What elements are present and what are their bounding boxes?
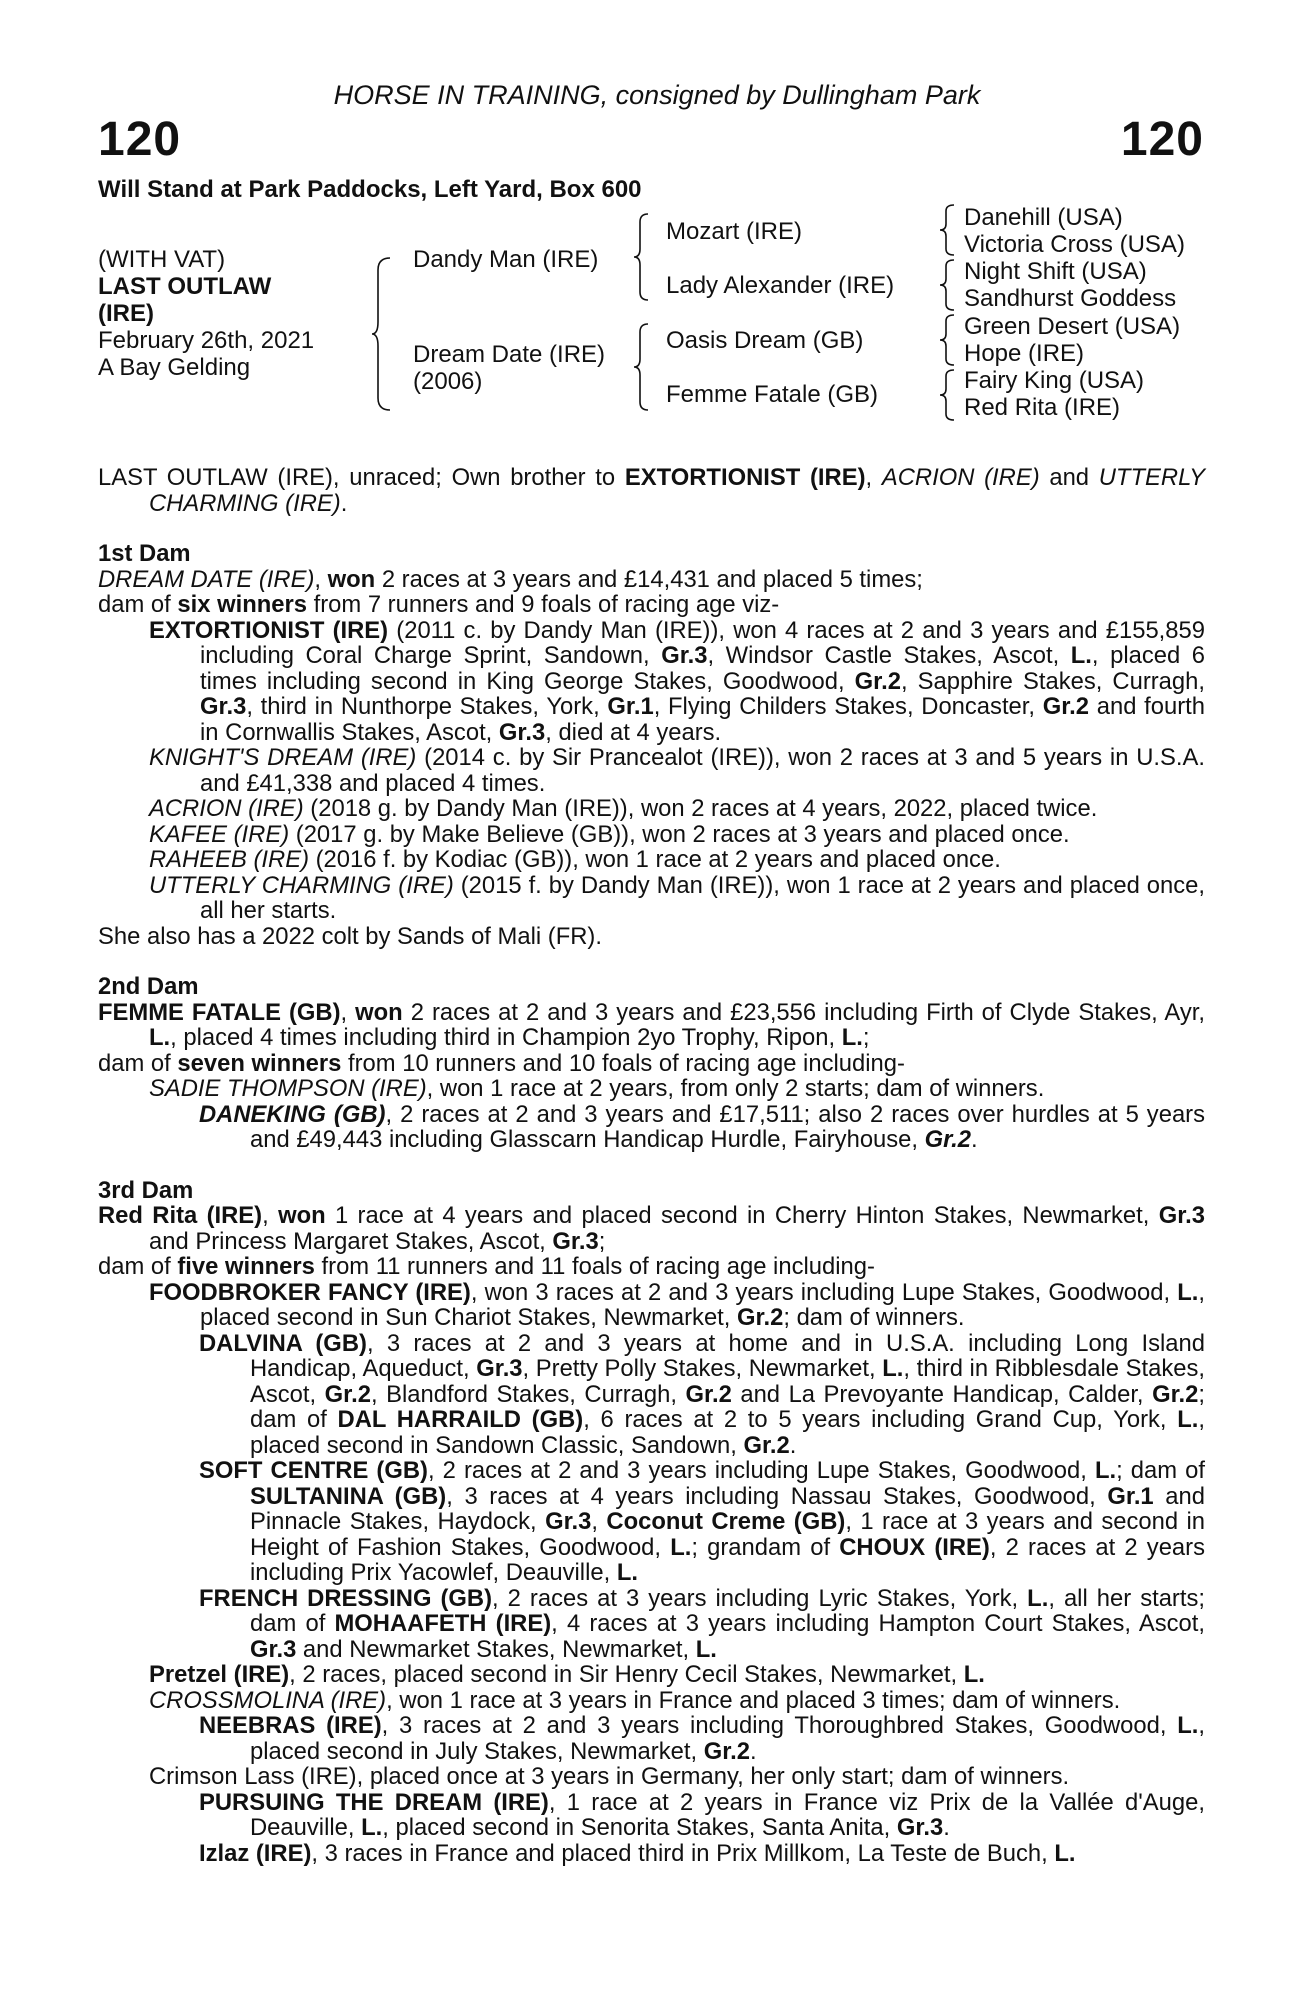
- ancestor-8: Red Rita (IRE): [964, 394, 1121, 421]
- pedigree-brace-6: [938, 313, 958, 367]
- intro-paragraph: LAST OUTLAW (IRE), unraced; Own brother to EXTORTIONIST (IRE), ACRION (IRE) and UTTERLY CHARMING (IRE).: [98, 464, 1205, 517]
- produce-raheeb: RAHEEB (IRE) (2016 f. by Kodiac (GB)), won 1 race at 2 years and placed once.: [149, 846, 1001, 873]
- consignor-header: HORSE IN TRAINING, consigned by Dullingham Park: [333, 80, 981, 110]
- horse-name: LAST OUTLAW: [98, 273, 272, 300]
- second-dam-record: FEMME FATALE (GB), won 2 races at 2 and 3 years and £23,556 including Firth of Clyde Stakes, Ayr, L., placed 4 times including third in Champion 2yo Trophy, Ripon, L.;: [98, 998, 1206, 1051]
- produce-crimson-lass: Crimson Lass (IRE), placed once at 3 years in Germany, her only start; dam of winners.: [149, 1763, 1070, 1790]
- lot-number-right: 120: [1120, 113, 1204, 166]
- pedigree-brace-1: [370, 256, 394, 412]
- produce-soft-centre: SOFT CENTRE (GB), 2 races at 2 and 3 years including Lupe Stakes, Goodwood, L.; dam of SULTANINA (GB), 3 races at 4 years including Nassau Stakes, Goodwood, Gr.1 and Pinnacle Stakes, Haydock, Gr.3, Coconut Creme (GB), 1 race at 3 years and second in Height of Fashion Stakes, Goodwood, L.; grandam of CHOUX (IRE), 2 races at 2 years including Prix Yacowlef, Deauville, L.: [199, 1457, 1205, 1586]
- produce-french-dressing: FRENCH DRESSING (GB), 2 races at 3 years including Lyric Stakes, York, L., all her starts; dam of MOHAAFETH (IRE), 4 races at 3 years including Hampton Court Stakes, Ascot, Gr.3 and Newmarket Stakes, Newmarket, L.: [199, 1584, 1205, 1663]
- dam-dam: Femme Fatale (GB): [666, 381, 879, 408]
- lot-number-left: 120: [98, 113, 182, 166]
- foaling-date: February 26th, 2021: [98, 327, 315, 354]
- ancestor-7: Fairy King (USA): [964, 367, 1145, 394]
- horse-description: A Bay Gelding: [98, 354, 251, 381]
- catalogue-text: [98, 465, 1205, 1866]
- second-dam-heading: 2nd Dam: [98, 973, 199, 1000]
- produce-pursuing-the-dream: PURSUING THE DREAM (IRE), 1 race at 2 years in France viz Prix de la Vallée d'Auge, Deauville, L., placed second in Senorita Stakes, Santa Anita, Gr.3.: [199, 1788, 1205, 1841]
- dam: Dream Date (IRE): [413, 341, 606, 368]
- dam-sire: Oasis Dream (GB): [666, 327, 864, 354]
- pedigree-brace-2: [632, 212, 652, 302]
- produce-acrion: ACRION (IRE) (2018 g. by Dandy Man (IRE)), won 2 races at 4 years, 2022, placed twice.: [149, 795, 1098, 822]
- produce-knights-dream: KNIGHT'S DREAM (IRE) (2014 c. by Sir Prancealot (IRE)), won 2 races at 3 and 5 years in U.S.A. and £41,338 and placed 4 times.: [149, 744, 1205, 797]
- dam-year: (2006): [413, 368, 483, 395]
- third-dam-heading: 3rd Dam: [98, 1176, 194, 1204]
- produce-crossmolina: CROSSMOLINA (IRE), won 1 race at 3 years in France and placed 3 times; dam of winners.: [149, 1686, 1121, 1714]
- first-dam-heading: 1st Dam: [98, 540, 191, 567]
- pedigree-brace-7: [938, 368, 958, 422]
- ancestor-6: Hope (IRE): [964, 340, 1085, 367]
- produce-dalvina: DALVINA (GB), 3 races at 2 and 3 years at home and in U.S.A. including Long Island Handicap, Aqueduct, Gr.3, Pretty Polly Stakes, Newmarket, L., third in Ribblesdale Stakes, Ascot, Gr.2, Blandford Stakes, Curragh, Gr.2 and La Prevoyante Handicap, Calder, Gr.2; dam of DAL HARRAILD (GB), 6 races at 2 to 5 years including Grand Cup, York, L., placed second in Sandown Classic, Sandown, Gr.2.: [199, 1329, 1206, 1459]
- ancestor-4: Sandhurst Goddess: [964, 285, 1177, 312]
- first-dam-produce-summary: dam of six winners from 7 runners and 9 foals of racing age viz-: [98, 591, 780, 618]
- first-dam-also: She also has a 2022 colt by Sands of Mali (FR).: [98, 922, 602, 950]
- produce-daneking: DANEKING (GB), 2 races at 2 and 3 years and £17,511; also 2 races over hurdles at 5 years and £49,443 including Glasscarn Handicap Hurdle, Fairyhouse, Gr.2.: [199, 1100, 1206, 1153]
- vat-note: (WITH VAT): [98, 246, 226, 273]
- pedigree-brace-3: [632, 322, 652, 412]
- sire-dam: Lady Alexander (IRE): [666, 272, 895, 299]
- ancestor-2: Victoria Cross (USA): [964, 231, 1185, 258]
- third-dam-produce-summary: dam of five winners from 11 runners and 11 foals of racing age including-: [98, 1253, 875, 1280]
- produce-pretzel: Pretzel (IRE), 2 races, placed second in Sir Henry Cecil Stakes, Newmarket, L.: [149, 1661, 985, 1688]
- produce-neebras: NEEBRAS (IRE), 3 races at 2 and 3 years including Thoroughbred Stakes, Goodwood, L., placed second in July Stakes, Newmarket, Gr.2.: [199, 1712, 1205, 1765]
- produce-kafee: KAFEE (IRE) (2017 g. by Make Believe (GB)), won 2 races at 3 years and placed once.: [149, 820, 1070, 848]
- produce-extortionist: EXTORTIONIST (IRE) (2011 c. by Dandy Man (IRE)), won 4 races at 2 and 3 years and £155,859 including Coral Charge Sprint, Sandown, Gr.3, Windsor Castle Stakes, Ascot, L., placed 6 times including second in King George Stakes, Goodwood, Gr.2, Sapphire Stakes, Curragh, Gr.3, third in Nunthorpe Stakes, York, Gr.1, Flying Childers Stakes, Doncaster, Gr.2 and fourth in Cornwallis Stakes, Ascot, Gr.3, died at 4 years.: [149, 616, 1206, 746]
- ancestor-1: Danehill (USA): [964, 204, 1123, 231]
- second-dam-produce-summary: dam of seven winners from 10 runners and 10 foals of racing age including-: [98, 1049, 905, 1077]
- first-dam-record: DREAM DATE (IRE), won 2 races at 3 years and £14,431 and placed 5 times;: [98, 565, 923, 593]
- produce-izlaz: Izlaz (IRE), 3 races in France and placed third in Prix Millkom, La Teste de Buch, L.: [199, 1839, 1076, 1867]
- produce-utterly-charming: UTTERLY CHARMING (IRE) (2015 f. by Dandy Man (IRE)), won 1 race at 2 years and placed once, all her starts.: [149, 871, 1205, 924]
- ancestor-3: Night Shift (USA): [964, 258, 1147, 285]
- sire-sire: Mozart (IRE): [666, 218, 803, 245]
- third-dam-record: Red Rita (IRE), won 1 race at 4 years and placed second in Cherry Hinton Stakes, Newmarket, Gr.3 and Princess Margaret Stakes, Ascot, Gr.3;: [98, 1202, 1205, 1255]
- pedigree-brace-5: [938, 258, 958, 312]
- produce-sadie-thompson: SADIE THOMPSON (IRE), won 1 race at 2 years, from only 2 starts; dam of winners.: [149, 1075, 1045, 1102]
- horse-name-suffix: (IRE): [98, 300, 154, 327]
- ancestor-5: Green Desert (USA): [964, 313, 1181, 340]
- stand-location: Will Stand at Park Paddocks, Left Yard, Box 600: [98, 176, 642, 203]
- sire: Dandy Man (IRE): [413, 246, 599, 273]
- produce-foodbroker-fancy: FOODBROKER FANCY (IRE), won 3 races at 2 and 3 years including Lupe Stakes, Goodwood, L., placed second in Sun Chariot Stakes, Newmarket, Gr.2; dam of winners.: [149, 1278, 1205, 1331]
- pedigree-brace-4: [938, 203, 958, 257]
